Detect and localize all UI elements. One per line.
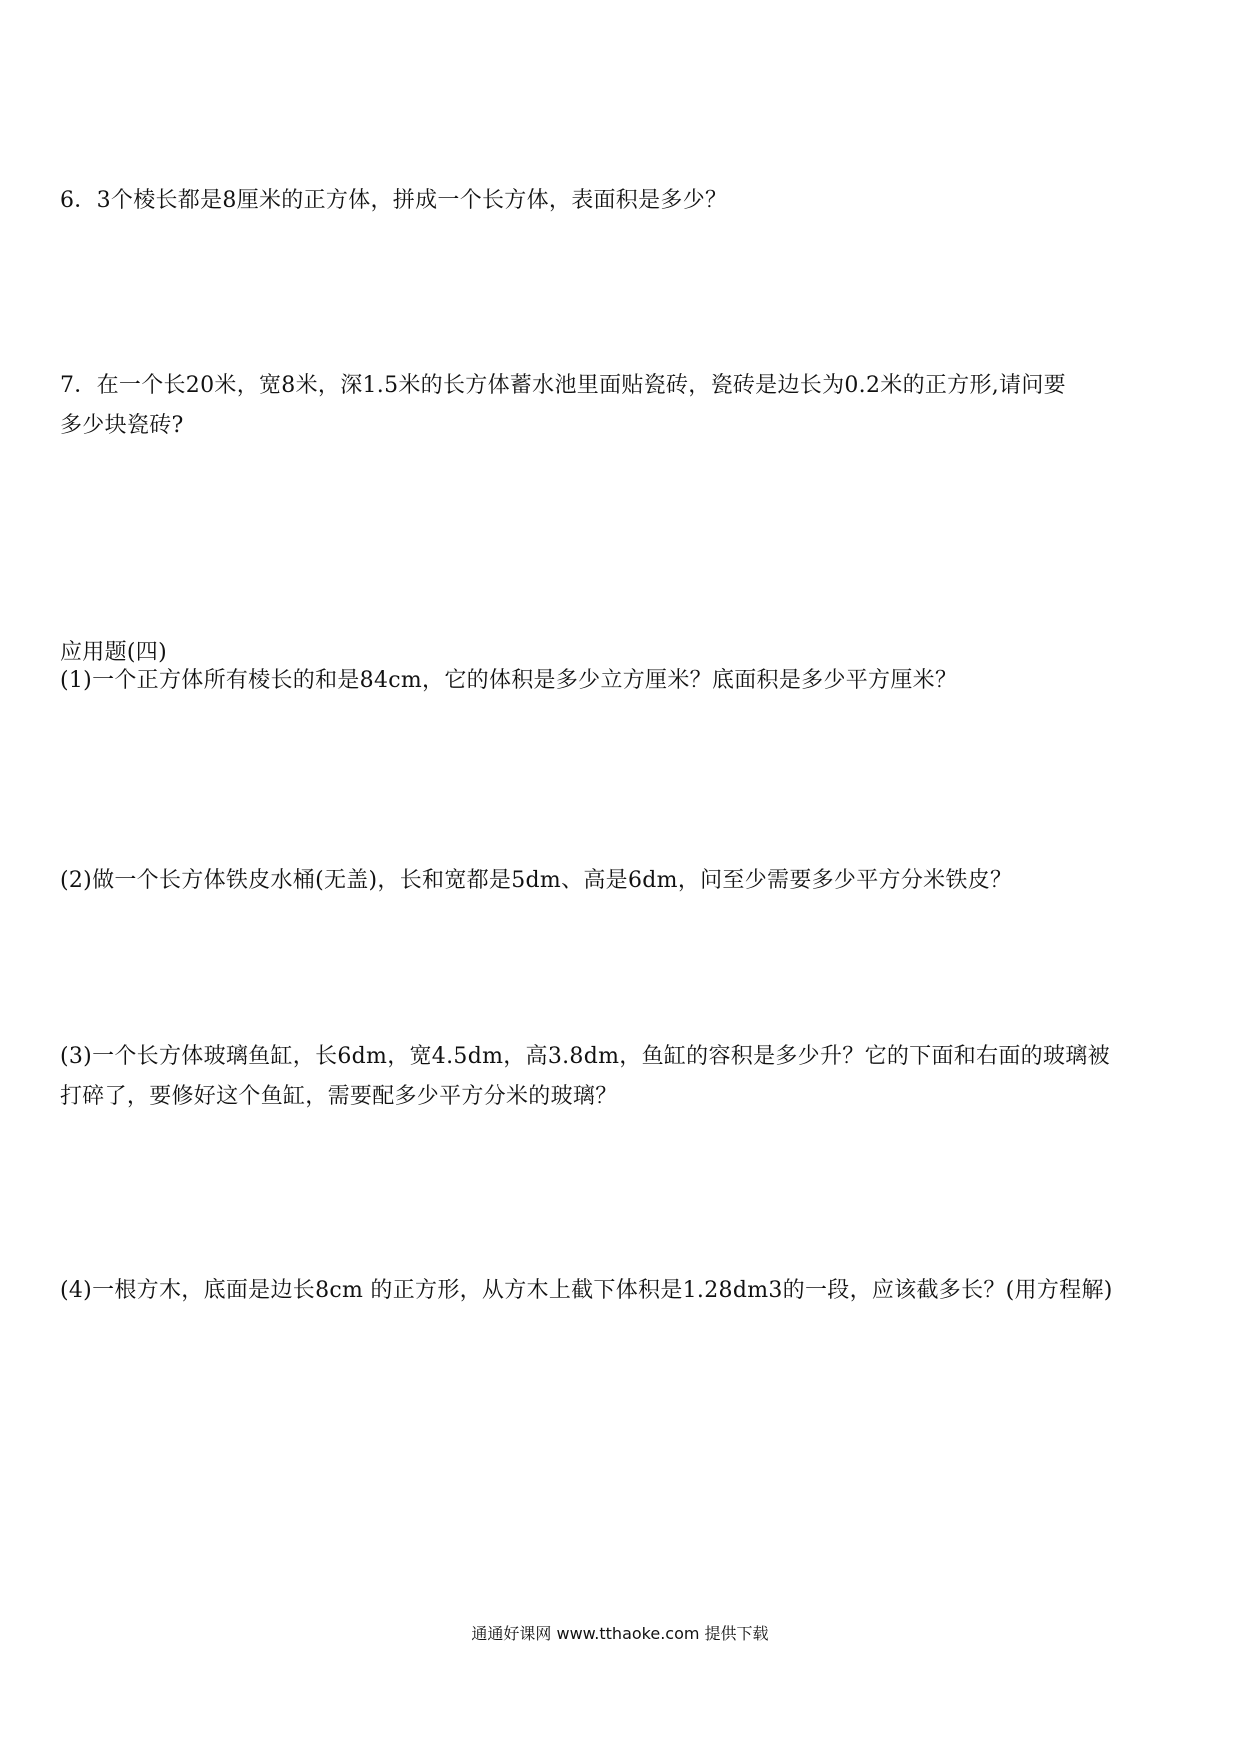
- question-7-line-2: 多少块瓷砖?: [60, 413, 184, 438]
- section-item-2: (2)做一个长方体铁皮水桶(无盖)，长和宽都是5dm、高是6dm，问至少需要多少平方分米铁皮？: [60, 868, 1013, 893]
- page-footer: 通通好课网 www.tthaoke.com 提供下载: [471, 1624, 769, 1643]
- section-item-1: (1)一个正方体所有棱长的和是84cm，它的体积是多少立方厘米？底面积是多少平方厘米？: [60, 668, 958, 693]
- question-7-line-1: 7．在一个长20米，宽8米，深1.5米的长方体蓄水池里面贴瓷砖，瓷砖是边长为0.2米的正方形,请问要: [60, 373, 1066, 398]
- section-item-3-line-2: 打碎了，要修好这个鱼缸，需要配多少平方分米的玻璃？: [60, 1084, 618, 1109]
- question-6: 6．3个棱长都是8厘米的正方体，拼成一个长方体，表面积是多少？: [60, 188, 728, 213]
- section-title: 应用题(四): [60, 640, 167, 665]
- section-item-4: (4)一根方木，底面是边长8cm 的正方形，从方木上截下体积是1.28dm3的一段，应该截多长？(用方程解): [60, 1278, 1113, 1303]
- section-item-3-line-1: (3)一个长方体玻璃鱼缸，长6dm，宽4.5dm，高3.8dm，鱼缸的容积是多少升？它的下面和右面的玻璃被: [60, 1044, 1110, 1069]
